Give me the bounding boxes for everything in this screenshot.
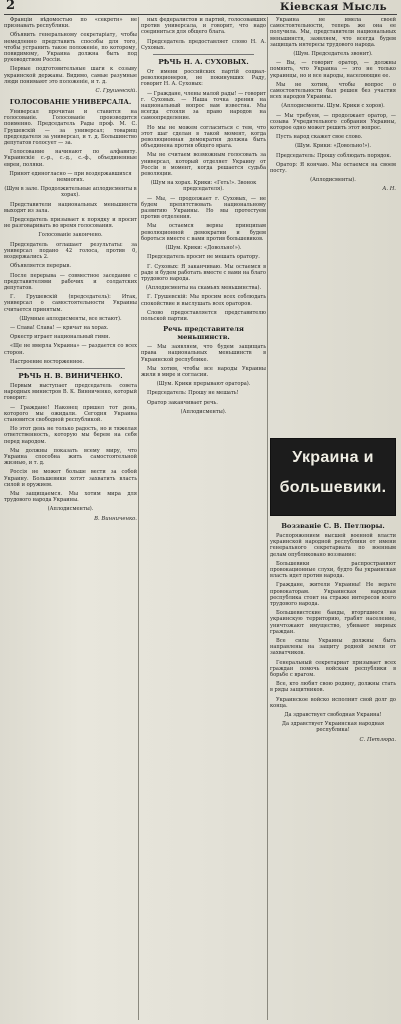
page-number: 2 (6, 0, 16, 13)
signature: В. Винниченко. (94, 515, 137, 522)
section-heading: ГОЛОСОВАНІЕ УНИВЕРСАЛА. (9, 98, 132, 107)
section-heading: Речь представителя меньшинств. (163, 325, 244, 342)
paragraph: (Аплодисменты). (310, 177, 356, 184)
signature: С. Грушевскій. (95, 88, 137, 95)
paragraph: Г. Грушевскій (председатель): Итак, универсал о самостоятельности Украины считается принятым. (4, 294, 137, 313)
section-divider (16, 368, 125, 369)
paragraph: Председатель оглашает результаты: за универсал подано 42 голоса, против 0, воздержались 2. (4, 241, 137, 261)
paragraph: Франціи вѣдомостью по «секретн» не признавать республики. (4, 17, 137, 30)
paragraph: Украина не имела своей самостоятельности, теперь же она ее получила. Мы, представители национальных меньшинств, заявляем, что всегда будем защищать интересы трудового народа. (270, 17, 396, 48)
section-heading: Воззваніе С. В. Петлюры. (281, 522, 385, 530)
paragraph: Оркестр играет национальный гимн. (10, 334, 111, 341)
paragraph: (Шум. Крики прерывают оратора). (156, 381, 251, 388)
paragraph: Мы не хотим, чтобы вопрос о самостоятельности был решен без участия всех народов Украины. (270, 81, 396, 101)
paragraph: Оратор заканчивает речь. (147, 399, 218, 406)
paragraph: (Шум на хорах. Крики: «Геть!». Звонок председателя). (150, 180, 257, 193)
paragraph: Председатель призывает к порядку и просит не разговаривать во время голосования. (4, 217, 137, 230)
column-divider (267, 17, 268, 1020)
paragraph: Мы защищаемся. Мы хотим мира для трудового народа Украины. (4, 490, 137, 504)
paragraph: Председатель: Прошу соблюдать порядок. (276, 152, 392, 159)
column-divider (138, 17, 139, 1020)
paragraph: Принят единогласно — при воздержавшихся немногих. (9, 170, 132, 184)
column-2 (141, 17, 266, 1020)
column-3-lower (270, 519, 396, 1020)
paragraph: Г. Грушевскій: Мы просим всех соблюдать спокойствие и выслушать всех ораторов. (141, 294, 266, 307)
paragraph: (Шум. Председатель звонит). (293, 51, 373, 58)
header-rule (4, 14, 397, 15)
paragraph: Все силы Украины должны быть направлены на защиту родной земли от захватчиков. (270, 638, 396, 657)
paragraph: От имени российских партій социал-революционеров, не покинувших Раду, говорит Н. А. Суховых: (141, 69, 266, 88)
paragraph: — Граждане! Наконец пришел тот день, которого мы ожидали. Сегодня Украина становится свободной республикой. (4, 404, 137, 423)
paragraph: Большевики распространяют провокационные слухи, будто бы украинская власть идет против народа. (270, 560, 396, 580)
paragraph: Распоряжением высшей военной власти украинской народной республики от имени генерального секретариата по военным делам опубликовано воззвание: (270, 533, 396, 558)
section-divider (153, 54, 254, 55)
paragraph: Мы хотим, чтобы все народы Украины жили в мире и согласии. (141, 365, 266, 378)
paragraph: (Аплодисменты). (180, 408, 227, 415)
paragraph: — Мы требуем, — продолжает оратор, — созыва Учредительного собрания Украины, которое одно может решить этот вопрос. (270, 112, 396, 132)
paragraph: (Шум в зале. Продолжительные аплодисменты в хорах). (4, 186, 137, 199)
paragraph: «Ще не вмерла Украина» — раздается со всех сторон. (4, 343, 137, 356)
paragraph: Голосование начинают по алфавиту. Украинскіе с.-р., с.-д., с.-ф., объединенные евреи, поляки. (4, 149, 137, 168)
paragraph: Но этот день не только радость, но и тяжелая ответственность, которую мы берем на себя перед народом. (4, 426, 137, 445)
paragraph: Россія не может больше вести за собой Украину. Большевики хотят захватить власть силой и оружием. (4, 469, 137, 488)
paragraph: Представители национальных меньшинств выходят из зала. (4, 201, 137, 214)
paragraph: Слово предоставляется представителю польской партии. (141, 309, 266, 322)
paragraph: (Аплодисменты. Шум. Крики с хоров). (281, 103, 385, 110)
paragraph: Оратор: Я кончаю. Мы остаемся на своем посту. (270, 161, 396, 175)
paragraph: Универсал прочитан и ставится на голосованіе. Голосованіе производится поименно. Председатель Рады проф. М. С. Грушевскій — за универсал; товарищ председателя за универсал, и т. д. Большинство депутатов голосует — за. (4, 109, 137, 147)
paragraph: Да здравствует Украинская народная республика! (281, 721, 385, 734)
signature: А. Н. (382, 186, 396, 193)
paragraph: Г. Суховых: Я заканчиваю. Мы остаемся в раде и будем работать вместе с вами на благо трудового народа. (141, 263, 266, 282)
paragraph: Мы должны показать всему миру, что Украина способна жить самостоятельной жизнью, и т. д. (4, 447, 137, 467)
paragraph: (Аплодисменты на скамьях меньшинства). (145, 285, 262, 292)
paragraph: Председатель предоставляет слово Н. А. Суховых. (141, 38, 266, 51)
paragraph: Мы не считаем возможным голосовать за универсал, который отделяет Украину от Россіи в момент, когда решается судьба революции. (141, 152, 266, 178)
page-header (0, 0, 401, 14)
column-3 (270, 17, 396, 435)
newspaper-title: Кiевская Мысль (280, 1, 387, 13)
subheading: Голосованіе закончено. (38, 232, 103, 239)
paragraph: ных федералистов и партий, голосовавших против универсала, и говорит, что надо соединиться для общего блага. (141, 17, 266, 36)
paragraph: (Шумные аплодисменты, все встают). (19, 315, 122, 322)
paragraph: Но мы не можем согласиться с тем, что этот шаг сделан в такой момент, когда революционная демократия должна быть объединена против общего врага. (141, 124, 266, 150)
paragraph: — Граждане, члены малой рады! — говорит г. Суховых. — Наша точка зрения на национальный вопрос вам известна. Мы всегда стояли за право народов на самоопределение. (141, 90, 266, 122)
headline-banner (270, 438, 396, 516)
paragraph: Настроение восторженное. (10, 358, 85, 365)
paragraph: Все, кто любит свою родину, должны стать в ряды защитников. (270, 681, 396, 694)
paragraph: — Вы, — говорит оратор, — должны помнить, что Украина — это не только украинцы, но и все народы, населяющие ее. (270, 60, 396, 79)
paragraph: Объявляется перерыв. (10, 263, 72, 270)
banner-title-line-1: Украина и (292, 449, 374, 466)
section-heading: РѢЧЬ Н. А. СУХОВЫХ. (158, 58, 249, 67)
paragraph: (Аплодисменты). (47, 506, 94, 513)
paragraph: Первые подготовительные шаги к созыву украинской державы. Видимо, самые разумные люди понимают это положеніе, и т. д. (4, 66, 137, 85)
paragraph: Объявить генеральному секретаріату, чтобы немедленно представить способы для того, чтобы устранить такое положеніе, по которому, повидимому, Украина должна быть под руководством Россіи. (4, 32, 137, 64)
paragraph: Пусть народ скажет свое слово. (276, 134, 363, 141)
paragraph: После перерыва — совместное заседание с представителями рабочих и солдатских депутатов. (4, 272, 137, 291)
paragraph: Генеральный секретариат призывает всех граждан помочь войскам республики в борьбе с врагом. (270, 659, 396, 679)
paragraph: Большевистские банды, вторгшиеся на украинскую территорию, грабят население, уничтожают имущество, убивают мирных граждан. (270, 610, 396, 635)
paragraph: — Мы, — продолжает г. Суховых, — не будем препятствовать национальному развитию Украины. Но мы протестуем против отделения. (141, 195, 266, 221)
section-heading: РѢЧЬ Н. В. ВИНИЧЕНКО. (18, 371, 123, 380)
paragraph: Председатель просит не мешать оратору. (147, 254, 260, 261)
paragraph: (Шум. Крики: «Довольно!»). (165, 245, 242, 252)
paragraph: Председатель: Прошу не мешать! (147, 390, 239, 397)
paragraph: Мы остаемся верны принципам революционной демократии и будем бороться вместе с вами против большевиков. (141, 223, 266, 242)
paragraph: Граждане, жители Украины! Не верьте провокаторам. Украинская народная республика стоит на страже интересов всего трудового народа. (270, 582, 396, 608)
paragraph: Украинское войско исполнит свой долг до конца. (270, 696, 396, 709)
signature: С. Петлюра. (359, 736, 396, 743)
banner-title-line-2: большевики. (279, 479, 387, 496)
column-1 (4, 17, 137, 1020)
paragraph: Да здравствует свободная Украина! (284, 712, 382, 719)
paragraph: Первым выступает председатель совета народных министров В. К. Винниченко, который говорит: (4, 382, 137, 402)
paragraph: — Слава! Слава! — кричат на хорах. (10, 324, 109, 331)
paragraph: — Мы заявляем, что будем защищать права национальных меньшинств в Украинской республике. (141, 344, 266, 363)
paragraph: (Шум. Крики: «Довольно!»). (294, 143, 371, 150)
